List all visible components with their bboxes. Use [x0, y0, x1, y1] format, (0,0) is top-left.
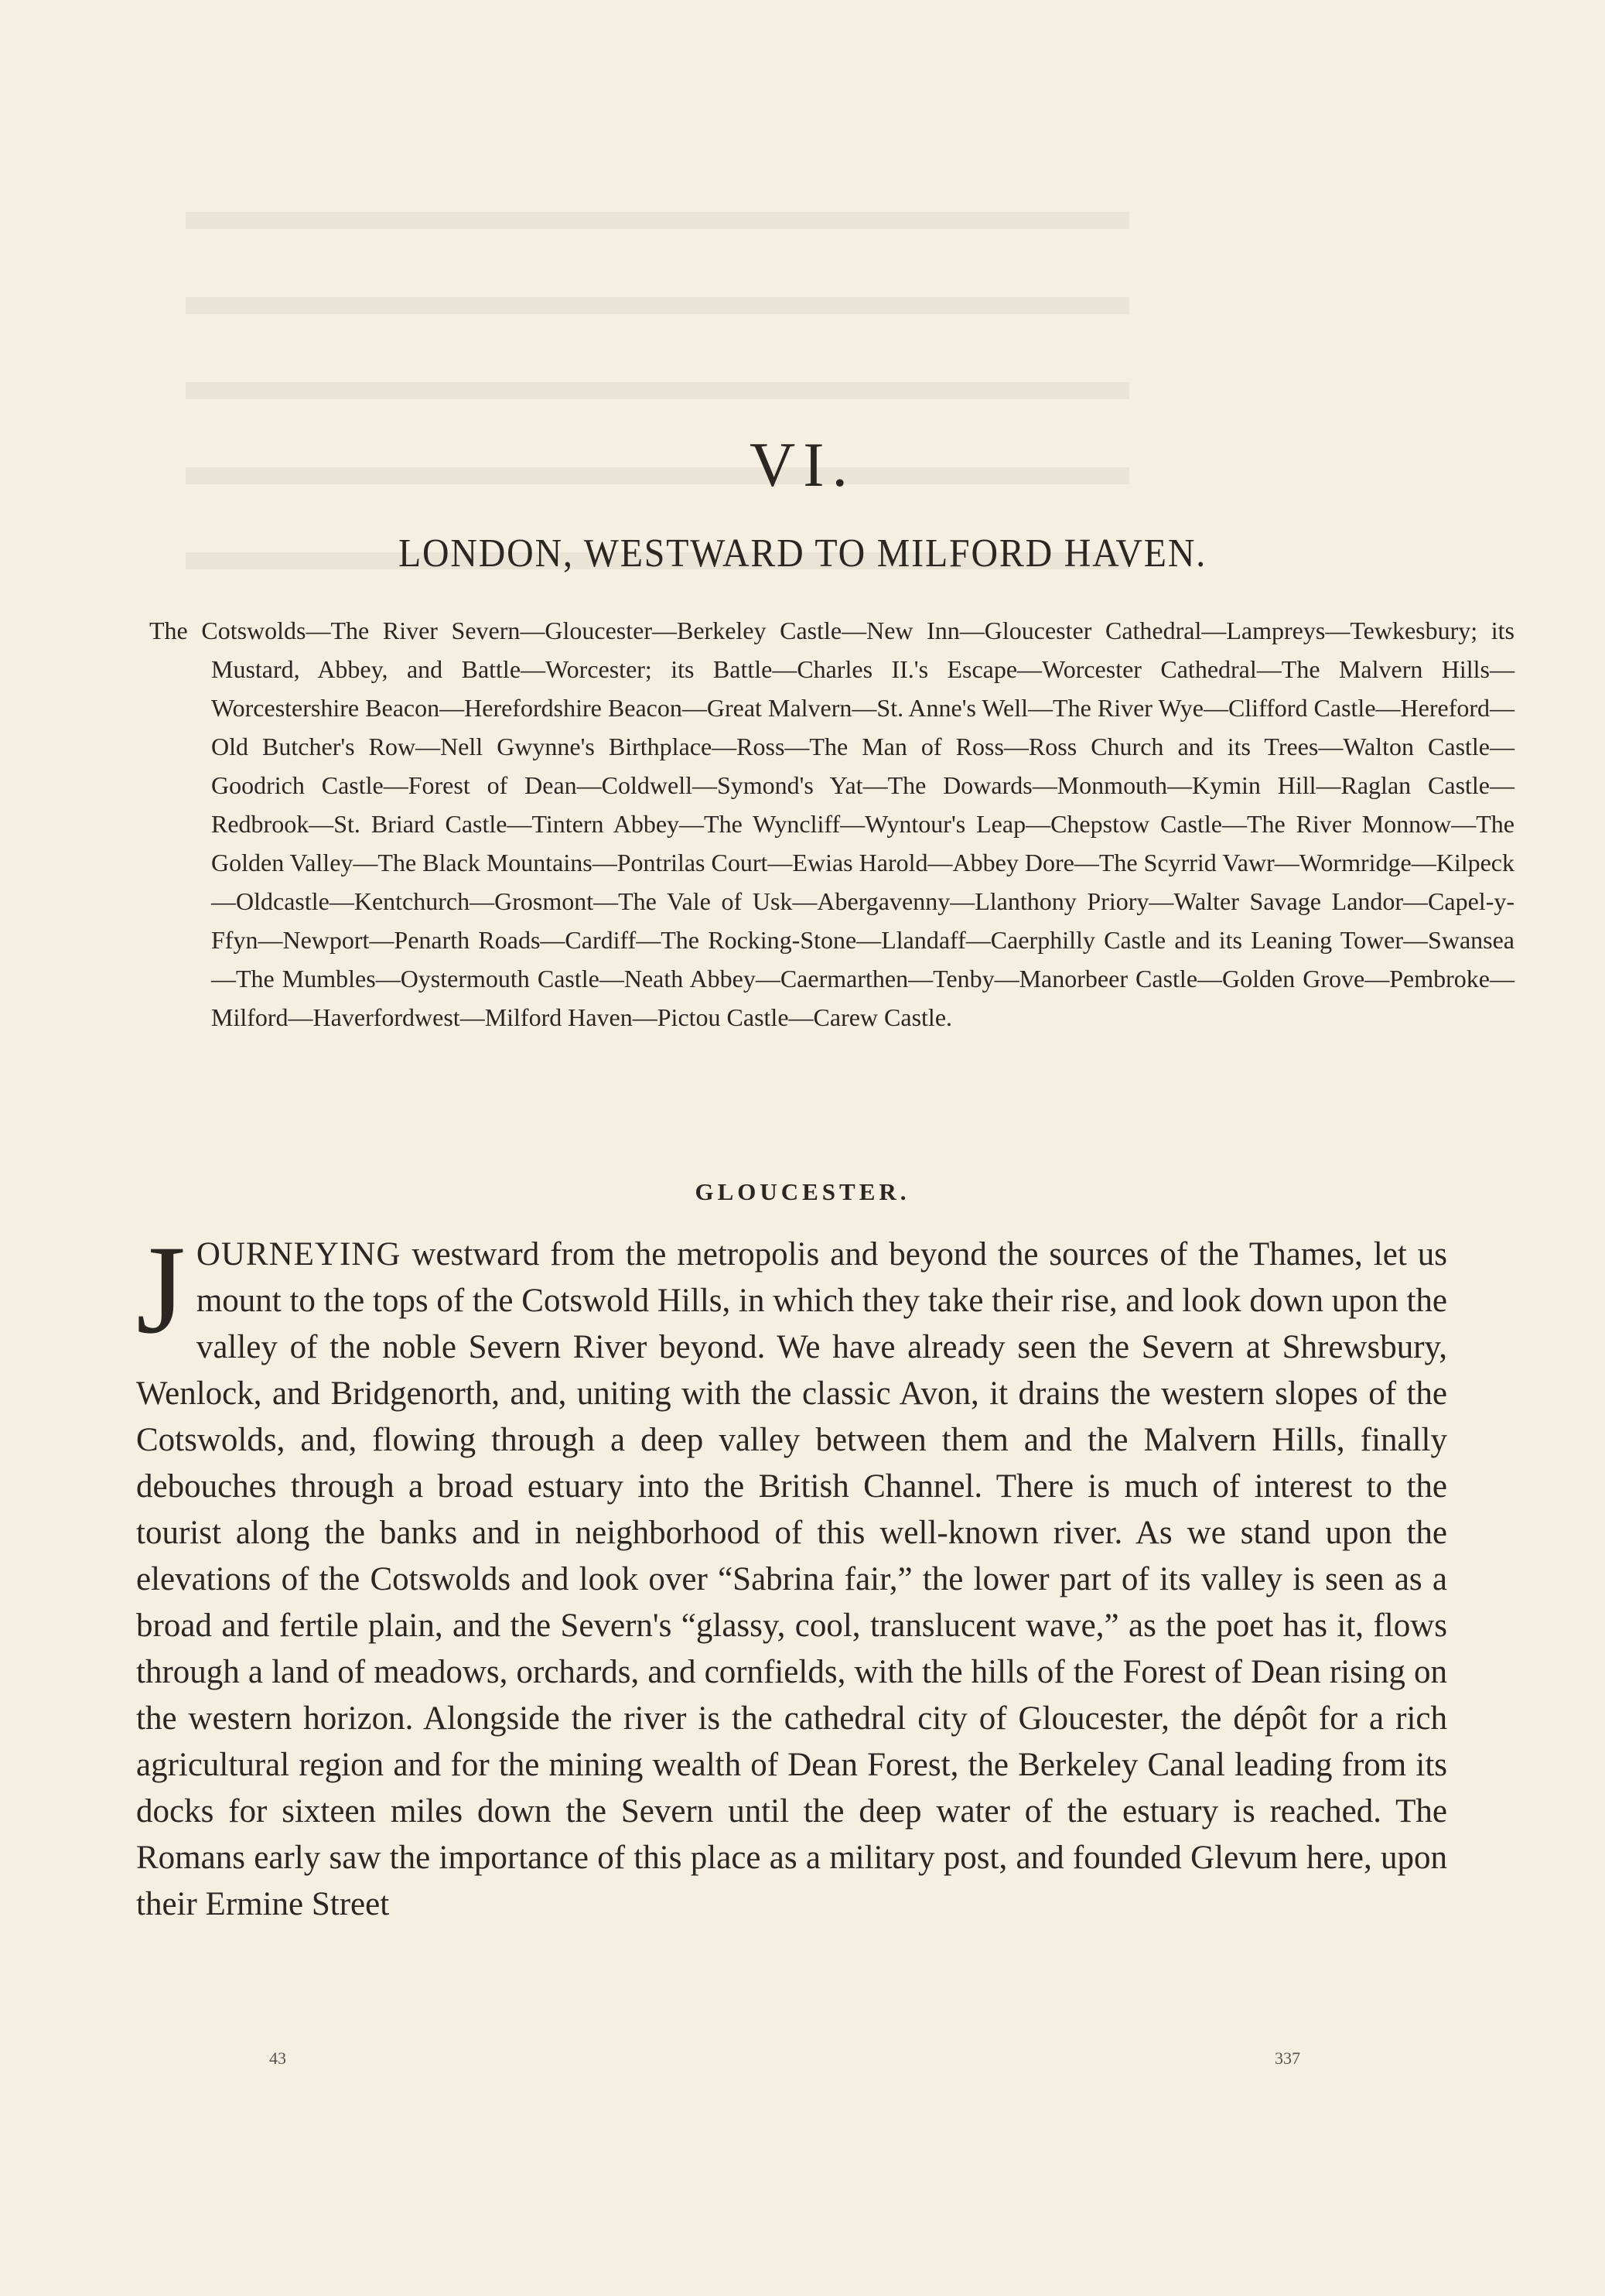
show-through-ghost-text	[186, 178, 1129, 580]
signature-mark: 43	[269, 2048, 286, 2068]
chapter-synopsis: The Cotswolds—The River Severn—Gloucester—Berkeley Castle—New Inn—Gloucester Cathedral—Lampreys—Tewkesbury; its Mustard, Abbey, and Battle—Worcester; its Battle—Charles II.'s Escape—Worcester Cathedral—The Malvern Hills—Worcestershire Beacon—Herefordshire Beacon—Great Malvern—St. Anne's Well—The River Wye—Clifford Castle—Hereford—Old Butcher's Row—Nell Gwynne's Birthplace—Ross—The Man of Ross—Ross Church and its Trees—Walton Castle—Goodrich Castle—Forest of Dean—Coldwell—Symond's Yat—The Dowards—Monmouth—Kymin Hill—Raglan Castle—Redbrook—St. Briard Castle—Tintern Abbey—The Wyncliff—Wyntour's Leap—Chepstow Castle—The River Monnow—The Golden Valley—The Black Mountains—Pontrilas Court—Ewias Harold—Abbey Dore—The Scyrrid Vawr—Wormridge—Kilpeck—Oldcastle—Kentchurch—Grosmont—The Vale of Usk—Abergavenny—Llanthony Priory—Walter Savage Landor—Capel-y-Ffyn—Newport—Penarth Roads—Cardiff—The Rocking-Stone—Llandaff—Caerphilly Castle and its Leaning Tower—Swansea—The Mumbles—Oystermouth Castle—Neath Abbey—Caermarthen—Tenby—Manorbeer Castle—Golden Grove—Pembroke—Milford—Haverfordwest—Milford Haven—Pictou Castle—Carew Castle.	[149, 617, 1515, 1031]
chapter-title: LONDON, WESTWARD TO MILFORD HAVEN.	[398, 531, 1207, 576]
section-heading: GLOUCESTER.	[695, 1178, 910, 1205]
lead-word: OURNEYING	[196, 1236, 401, 1273]
chapter-number: VI.	[749, 429, 856, 500]
body-paragraph	[136, 1220, 1447, 1928]
page-number: 337	[1275, 2048, 1300, 2068]
drop-cap: J	[136, 1220, 186, 1360]
paragraph-text: westward from the metropolis and beyond the sources of the Thames, let us mount to the tops of the Cotswold Hills, in which they take their rise, and look down upon the valley of the noble Severn River beyond. We have already seen the Severn at Shrewsbury, Wenlock, and Bridgenorth, and, uniting with the classic Avon, it drains the western slopes of the Cotswolds, and, flowing through a deep valley between them and the Malvern Hills, finally debouches through a broad estuary into the British Channel. There is much of interest to the tourist along the banks and in neighborhood of this well-known river. As we stand upon the elevations of the Cotswolds and look over “Sabrina fair,” the lower part of its valley is seen as a broad and fertile plain, and the Severn's “glassy, cool, translucent wave,” as the poet has it, flows through a land of meadows, orchards, and cornfields, with the hills of the Forest of Dean rising on the western horizon. Alongside the river is the cathedral city of Gloucester, the dépôt for a rich agricultural region and for the mining wealth of Dean Forest, the Berkeley Canal leading from its docks for sixteen miles down the Severn until the deep water of the estuary is reached. The Romans early saw the importance of this place as a military post, and founded Glevum here, upon their Ermine Street	[136, 1236, 1447, 1922]
